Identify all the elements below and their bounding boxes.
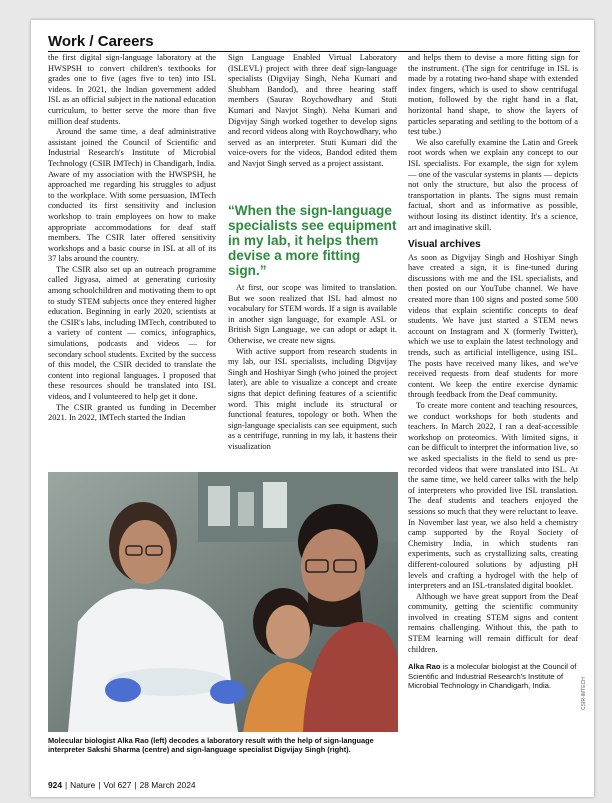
- volume: Vol 627: [103, 780, 132, 790]
- author-bio: [408, 662, 578, 691]
- lab-photo-illustration: [48, 472, 398, 732]
- paragraph: We also carefully examine the Latin and Greek root words when we explain any concept to our ISL specialists. For example, the sign for xylem — one of the vascular systems in plants — depicts not only the structure, but also the process of transportation in plants. The signs must remain factual, short and as informative as possible, without losing its distinct identity. It's a science, art and imaginative skill.: [408, 137, 578, 232]
- paragraph: The CSIR granted us funding in December 2021. In 2022, IMTech started the Indian: [48, 402, 216, 423]
- lab-coat: [68, 589, 238, 732]
- pull-quote: “When the sign-language specialists see equipment in my lab, it helps them devise a more fitting sign.”: [228, 203, 397, 278]
- subheading: Visual archives: [408, 239, 481, 251]
- page: [31, 20, 594, 797]
- column-1: [48, 53, 216, 424]
- column-3: [408, 53, 578, 691]
- paragraph: and helps them to devise a more fitting sign for the instrument. (The sign for centrifuge in ISL is made by a rotating two-hand shape with extended index fingers, which is used to show centrifugal motion, followed by the right hand in a flat, horizontal hand shape, to show the layers of particles separating and settling to the bottom of a test tube.): [408, 53, 578, 137]
- photo-caption: Molecular biologist Alka Rao (left) decodes a laboratory result with the help of sign-language interpreter Sakshi Sharma (centre) and sign-language specialist Digvijay Singh (right).: [48, 736, 374, 755]
- person-left-face: [119, 520, 171, 584]
- header-rule: [48, 51, 580, 52]
- paragraph: Sign Language Enabled Virtual Laboratory (ISLEVL) project with three deaf sign-language specialists (Digvijay Singh, Neha Kumari and Shubham Bandod), and three hearing staff members (Saurav Roychowdhary and Stuti Kumari and Navjot Singh). Neha Kumari and Digvijay Singh worked together to develop signs and record videos along with Roychowdhary, who served as an interpreter. Stuti Kumari did the voice-overs for the videos, Bandod edited them and Navjot Singh served as a project assistant.: [228, 53, 397, 168]
- person-centre-face: [266, 605, 310, 659]
- paragraph: Around the same time, a deaf administrative assistant joined the Council of Scientific and Industrial Research's Institute of Microbial Technology (CSIR IMTech) in Chandigarh, India. Aware of my association with the HWSPSH, he approached me regarding his struggles to adjust to the workplace. With some persuasion, IMTech conducted its first sensitivity and inclusion workshop to train employees on how to make appropriate accommodations for deaf staff members. The CSIR later offered sensitivity workshops and a basic course in ISL at all of its 37 labs around the country.: [48, 127, 216, 264]
- paragraph: With active support from research students in my lab, our ISL specialists, including Digvijay Singh and Hoshiyar Singh (who joined the project later), are able to visualize a concept and create signs that depict defining features of a scientific word. This might include its structural or functional features, topology or both. When the sign-language specialists can see equipment, such as a centrifuge, running in my lab, it hastens their visualization: [228, 346, 397, 451]
- column-2: [228, 53, 397, 170]
- paragraph: The CSIR also set up an outreach programme called Jigyasa, aimed at generating curiosity among schoolchildren and motivating them to opt to study STEM subjects once they entered higher education. Beginning in early 2020, scientists at the CSIR's labs, including IMTech, contributed to a variety of content — comics, infographics, simulations, podcasts and videos — for secondary school students. Excited by the success of this model, the CSIR decided to translate the content into regional languages. I proposed that these resources should be translated into ISL videos, and I volunteered to help get it done.: [48, 264, 216, 401]
- page-footer: 924 | Nature | Vol 627 | 28 March 2024: [48, 780, 196, 790]
- paragraph: At first, our scope was limited to translation. But we soon realized that ISL had almost no vocabulary for STEM words. If a sign is available in another sign language, for example ASL or British Sign Language, we can adopt or adapt it. Otherwise, we create new signs.: [228, 283, 397, 345]
- column-2-continued: [228, 283, 397, 453]
- author-name: Alka Rao: [408, 662, 441, 672]
- section-header: Work / Careers: [48, 33, 154, 50]
- photo-credit: CSIR-IMTECH: [581, 677, 587, 710]
- glove-left: [105, 678, 141, 702]
- author-bio-text: is a molecular biologist at the Council of Scientific and Industrial Research's Institute of Microbial Technology in Chandigarh, India.: [408, 662, 577, 691]
- paragraph: As soon as Digvijay Singh and Hoshiyar Singh have created a sign, it is fine-tuned during discussions with me and the ISL specialists, and then posted on our YouTube channel. We have created more than 100 signs and posted some 500 videos that explain scientific concepts to deaf students. We have just started a STEM news account on Instagram and X (formerly Twitter), which we use to explain the latest technology and trends, such as artificial intelligence, using ISL. The posts have received many likes, and we've received requests from deaf students for more content. We keep the entire exercise dynamic through feedback from the Deaf community.: [408, 252, 578, 400]
- paragraph: the first digital sign-language laboratory at the HWSPSH to convert children's textbooks for grades one to five (ages five to ten) into ISL videos. In 2021, the Indian government added ISL as an official subject in the national education curriculum, to better serve the more than five million deaf students.: [48, 53, 216, 126]
- issue-date: 28 March 2024: [139, 780, 196, 790]
- glove-right: [210, 680, 246, 704]
- paragraph: To create more content and teaching resources, we conduct workshops for both students and teachers. In March 2022, I ran a deaf-accessible workshop on proteomics. With limited signs, it can be difficult to interpret the information live, so we asked specialists in the field to send us pre-recorded videos that were translated into ISL. At the same time, we held career talks with the help of interpreters who provided live ISL translation. The deaf students and teachers enjoyed the sessions so much that they were reluctant to leave. In November last year, we also held a chemistry camp supported by the Royal Society of Chemistry India, in which students ran experiments, such as crystallizing salts, creating different-coloured solutions by adjusting pH levels and crafting a hydrogel with the help of interpreters and an ISL-translated digital booklet.: [408, 401, 578, 591]
- journal-name: Nature: [70, 780, 96, 790]
- page-number: 924: [48, 780, 62, 790]
- paragraph: Although we have great support from the Deaf community, getting the scientific community involved in creating STEM signs and content remains challenging. Without this, the path to STEM learning will remain difficult for deaf children.: [408, 591, 578, 654]
- lab-photo: [48, 472, 398, 732]
